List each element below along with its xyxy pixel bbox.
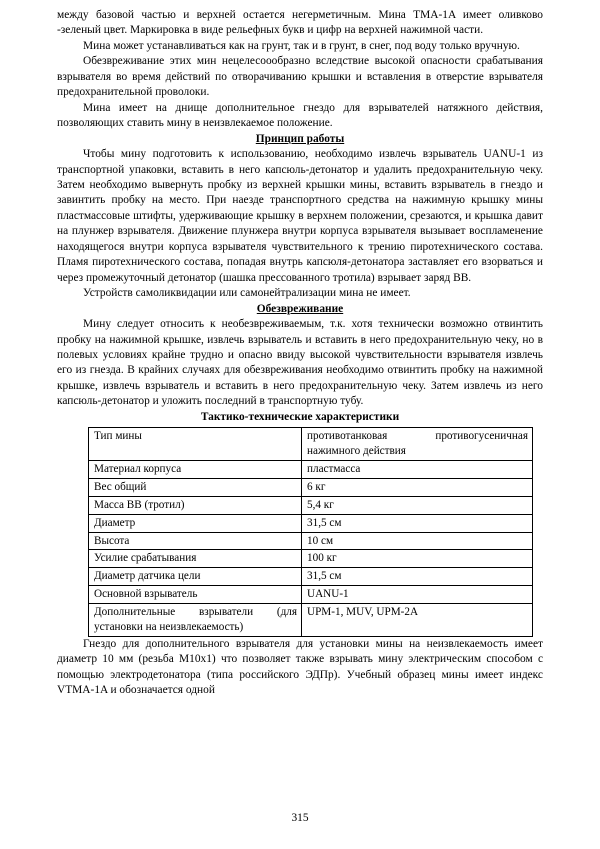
table-row — [89, 428, 533, 461]
table-row — [89, 550, 533, 568]
table-cell-value: UANU-1 — [302, 586, 533, 604]
table-row — [89, 496, 533, 514]
table-cell-param: Вес общий — [89, 478, 302, 496]
table-cell-param: Тип мины — [89, 428, 302, 461]
table-cell-value: противотанковая противогусеничная нажимного действия — [302, 428, 533, 461]
paragraph-6: Устройств самоликвидации или самонейтрализации мина не имеет. — [83, 287, 411, 300]
table-cell-param: Материал корпуса — [89, 461, 302, 479]
table-cell-value: 100 кг — [302, 550, 533, 568]
paragraph-2: Мина может устанавливаться как на грунт, так и в грунт, в снег, под воду только вручную. — [83, 39, 520, 52]
table-cell-value: 10 см — [302, 532, 533, 550]
table-cell-param: Диаметр — [89, 514, 302, 532]
paragraph-4: Мина имеет на днище дополнительное гнездо для взрывателей натяжного действия, позволяющих ставить мину в неизвлекаемое положение. — [57, 101, 543, 130]
table-cell-param: Масса ВВ (тротил) — [89, 496, 302, 514]
specifications-table-body — [89, 428, 533, 637]
section-heading-defusing: Обезвреживание — [256, 302, 344, 315]
specifications-table — [88, 427, 533, 637]
paragraph-5: Чтобы мину подготовить к использованию, необходимо извлечь взрыватель UANU-1 из транспортной упаковки, вставить в него капсюль-детонатор и удалить предохранительную чеку. Затем необходимо вывернуть пробку из верхней крышки мины, вставить взрыватель в гнездо и завинтить пробку на место. При наезде транспортного средства на нажимную крышку мины пластмассовые штифты, удерживающие крышку в верхнем положении, срезаются, и крышка давит на плунжер взрывателя. Движение плунжера внутри корпуса взрывателя вызывает воспламенение находящегося внутри корпуса взрывателя чувствительного к трению пиротехнического состава. Пламя пиротехнического состава, попадая внутрь капсюля-детонатора заставляет его взорваться и через промежуточный детонатор (шашка прессованного тротила) взрывает заряд ВВ. — [57, 148, 543, 284]
paragraph-3: Обезвреживание этих мин нецелесоообразно вследствие высокой опасности срабатывания взрывателя во время действий по отворачиванию крышки и вставления в отверстие взрывателя предохранительной проволоки. — [57, 55, 543, 99]
paragraph-1: между базовой частью и верхней остается негерметичным. Мина TMA-1A имеет оливково -зеленый цвет. Маркировка в виде рельефных букв и цифр на верхней нажимной части. — [57, 9, 543, 37]
table-row — [89, 586, 533, 604]
table-cell-value: 5,4 кг — [302, 496, 533, 514]
table-cell-param: Дополнительные взрыватели (для установки на неизвлекаемость) — [89, 604, 302, 637]
table-row — [89, 514, 533, 532]
table-cell-value: UPM-1, MUV, UPM-2A — [302, 604, 533, 637]
table-cell-param: Основной взрыватель — [89, 586, 302, 604]
table-row — [89, 478, 533, 496]
table-cell-value: 31,5 см — [302, 568, 533, 586]
paragraph-7: Мину следует относить к необезвреживаемым, т.к. хотя технически возможно отвинтить пробку на нажимной крышке, извлечь взрыватель и вставить в него предохранительную чеку, но в полевых условиях крайне трудно и опасно ввиду высокой чувствительности взрывателя извлечь его из гнезда. В крайних случаях для обезвреживания необходимо отвинтить пробку на нажимной крышке, извлечь взрыватель и вставить в него предохранительную чеку. Затем извлечь из него капсюль-детонатор и уложить последний в транспортную тубу. — [57, 318, 543, 408]
table-cell-param: Диаметр датчика цели — [89, 568, 302, 586]
section-heading-specifications: Тактико-технические характеристики — [200, 410, 400, 423]
table-row — [89, 568, 533, 586]
table-cell-value: пластмасса — [302, 461, 533, 479]
table-row — [89, 461, 533, 479]
table-row — [89, 604, 533, 637]
table-cell-param: Высота — [89, 532, 302, 550]
table-cell-value: 6 кг — [302, 478, 533, 496]
page-number: 315 — [291, 812, 309, 824]
table-cell-value: 31,5 см — [302, 514, 533, 532]
table-row — [89, 532, 533, 550]
table-cell-param: Усилие срабатывания — [89, 550, 302, 568]
paragraph-8: Гнездо для дополнительного взрывателя для установки мины на неизвлекаемость имеет диаметр 10 мм (резьба M10x1) что позволяет также взрывать мину электрическим способом с помощью электродетонатора (типа российского ЭДПр). Учебный образец мины имеет индекс VTMA-1A и обозначается одной — [57, 637, 543, 697]
section-heading-principle-of-operation: Принцип работы — [255, 132, 345, 145]
